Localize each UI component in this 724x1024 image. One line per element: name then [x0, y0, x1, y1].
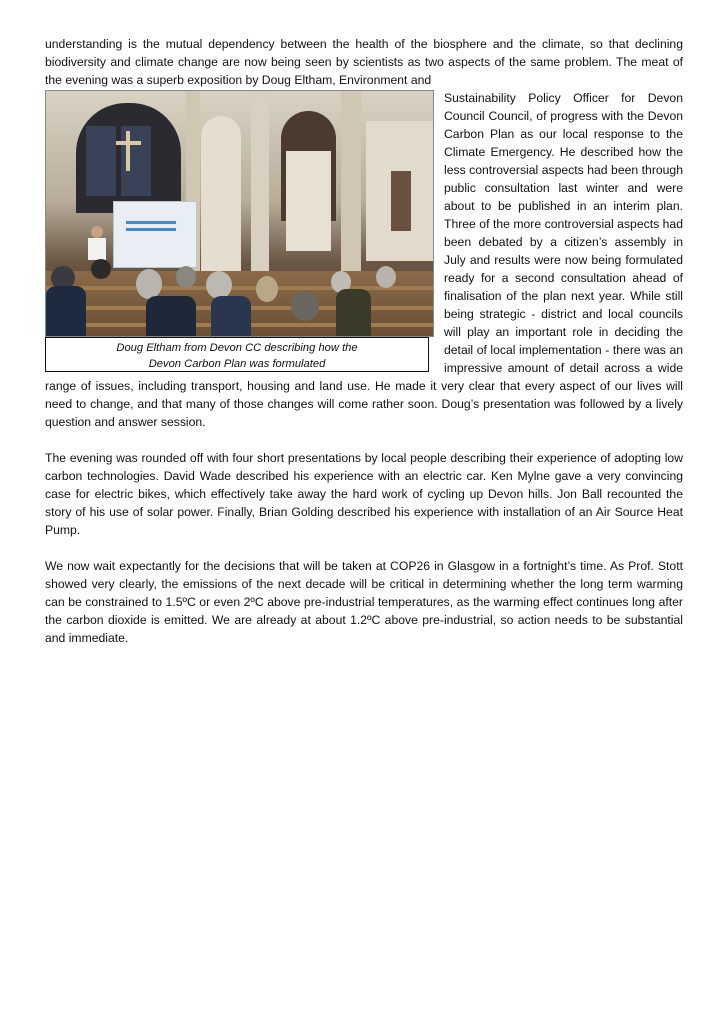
paragraph-2: The evening was rounded off with four short presentations by local people describing their experience of adopting low carbon technologies. David Wade described his experience with an electric car. Ken Mylne gave a very convincing case for electric bikes, which effectively take away the hard work of cycling up Devon hills. Jon Ball recounted the story of his use of solar power. Finally, Brian Golding described his experience with installation of an Air Source Heat Pump. — [45, 451, 683, 537]
document-page — [45, 35, 683, 647]
church-photo — [45, 90, 434, 337]
paragraph-1-intro: understanding is the mutual dependency between the health of the biosphere and the climate, so that declining biodiversity and climate change are now being seen by scientists as two aspects of the same problem. The meat of the evening was a superb exposition by Doug Eltham, Environment and — [45, 37, 683, 87]
figure — [45, 90, 434, 372]
caption-line-1: Doug Eltham from Devon CC describing how the — [116, 342, 358, 354]
caption-line-2: Devon Carbon Plan was formulated — [148, 358, 326, 370]
paragraph-1-continued: Sustainability Policy Officer for Devon Council Council, of progress with the Devon Carbon Plan as our local response to the Climate Emergency. He described how the less controversial aspects had been through public consultation last winter and were about to be published in an interim plan. Three of the more controversial aspects had been debated by a citizen’s assembly in July and results were now being formulated ready for a second consultation ahead of finalisation of the plan next year. While still being strategic - district and local councils will play an important role in deciding the detail of local implementation - there was an impressive amount of detail across a wide range of issues, including transport, housing and land use. He made it very clear that every aspect of our lives will need to change, and that many of those changes will come rather soon. Doug’s presentation was followed by a lively question and answer session. — [45, 91, 683, 429]
paragraph-3: We now wait expectantly for the decisions that will be taken at COP26 in Glasgow in a fortnight’s time. As Prof. Stott showed very clearly, the emissions of the next decade will be critical in determining whether the long term warming can be constrained to 1.5ºC or even 2ºC above pre-industrial temperatures, as the warming effect continues long after the carbon dioxide is emitted. We are already at about 1.2ºC above pre-industrial, so action needs to be substantial and immediate. — [45, 559, 683, 645]
figure-caption — [45, 337, 429, 372]
